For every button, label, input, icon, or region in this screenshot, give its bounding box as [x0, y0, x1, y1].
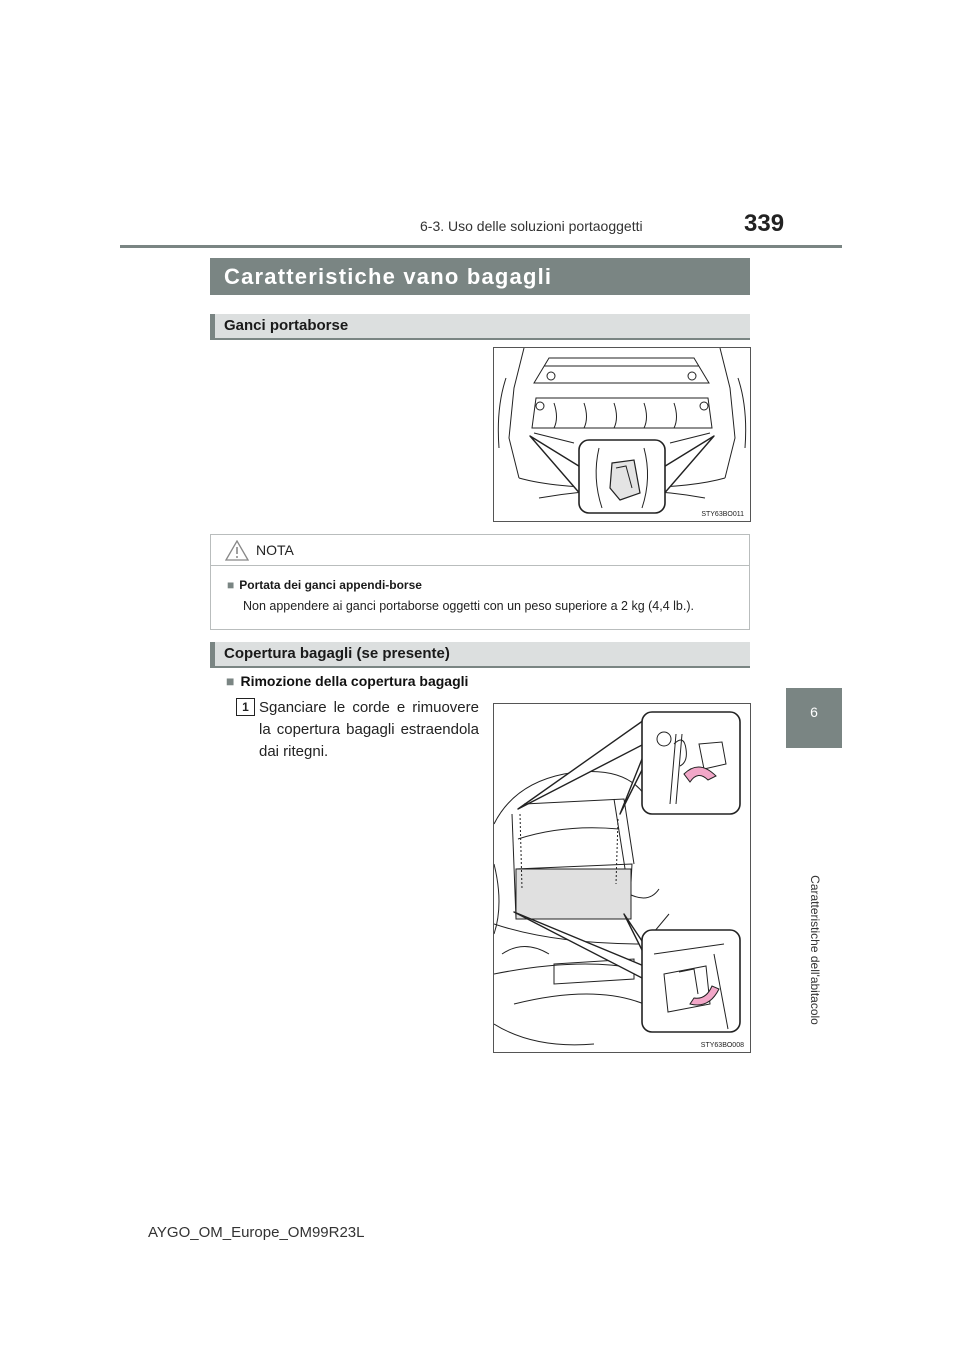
trunk-hooks-illustration: [494, 348, 750, 521]
cover-removal-illustration: [494, 704, 750, 1052]
figure-code: STY63BO008: [700, 1042, 744, 1049]
notice-divider: [211, 565, 749, 566]
header-section-title: 6-3. Uso delle soluzioni portaoggetti: [420, 218, 643, 234]
chapter-tab-number: 6: [810, 704, 818, 720]
figure-cover-removal: [493, 703, 751, 1053]
page-title: Caratteristiche vano bagagli: [210, 258, 750, 295]
figure-bag-hooks: [493, 347, 751, 522]
footer-doc-id: AYGO_OM_Europe_OM99R23L: [148, 1224, 365, 1241]
step-text: Sganciare le corde e rimuovere la copertura bagagli estraendola dai ritegni.: [259, 699, 479, 760]
chapter-tab-caption: Caratteristiche dell'abitacolo: [808, 875, 822, 1025]
notice-body: Non appendere ai ganci portaborse oggetti con un peso superiore a 2 kg (4,4 lb.).: [243, 599, 694, 613]
warning-triangle-icon: [225, 540, 249, 566]
procedure-heading-text: Rimozione della copertura bagagli: [240, 673, 469, 689]
subheading-hooks: Ganci portaborse: [210, 314, 750, 340]
procedure-heading: [226, 673, 468, 689]
square-bullet-icon: ■: [226, 673, 235, 689]
subheading-cover: Copertura bagagli (se presente): [210, 642, 750, 668]
header-divider: [120, 245, 842, 248]
figure-code: STY63BO011: [701, 511, 744, 518]
notice-label: NOTA: [256, 542, 294, 558]
page-number: 339: [744, 210, 785, 237]
notice-box: [210, 534, 750, 630]
square-bullet-icon: ■: [227, 578, 235, 592]
step-number-badge: 1: [236, 698, 255, 716]
notice-heading: [227, 578, 422, 592]
notice-heading-text: Portata dei ganci appendi-borse: [239, 578, 422, 592]
